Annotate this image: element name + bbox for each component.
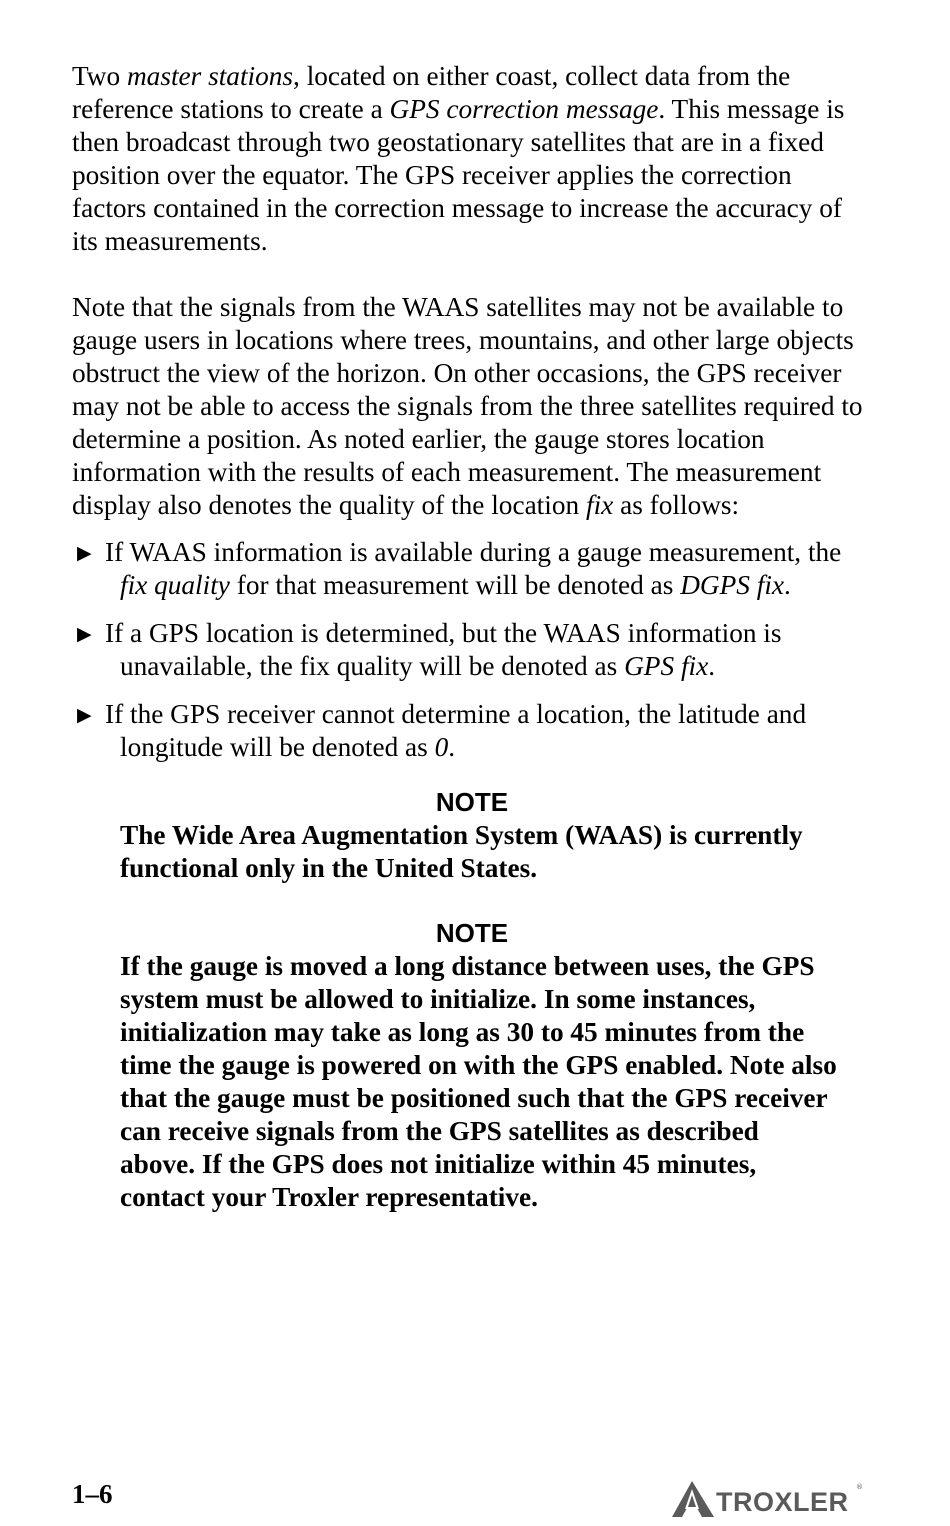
troxler-logo (672, 1477, 866, 1521)
list-item-no-location: ▶ If the GPS receiver cannot determine a location, the latitude and longitude will be denoted as 0. (77, 699, 807, 762)
note-body: The Wide Area Augmentation System (WAAS) is currently functional only in the United States. (120, 820, 803, 883)
logo-wordmark: TROXLER (716, 1487, 849, 1517)
paragraph-waas-signals: Note that the signals from the WAAS satellites may not be available to gauge users in locations where trees, mountains, and other large objects obstruct the view of the horizon. On other occasions, the GPS receiver may not be able to access the signals from the three satellites required to determine a position. As noted earlier, the gauge stores location information with the results of each measurement. The measurement display also denotes the quality of the location fix as follows: (72, 292, 863, 520)
note-heading: NOTE (435, 787, 509, 817)
page-content (72, 60, 872, 1214)
list-item-gps-fix: ▶ If a GPS location is determined, but the WAAS information is unavailable, the fix quality will be denoted as GPS fix. (77, 618, 782, 681)
troxler-triangle-icon (672, 1479, 716, 1519)
note-waas-availability (120, 786, 872, 885)
term-fix: fix (585, 490, 614, 520)
fix-quality-list (72, 536, 872, 764)
term-master-stations: master stations (126, 61, 294, 91)
list-item-dgps-fix: ▶ If WAAS information is available during a gauge measurement, the fix quality for that measurement will be denoted as DGPS fix. (77, 537, 842, 600)
triangle-bullet-icon: ▶ (77, 623, 92, 645)
page-number: 1–6 (72, 1479, 113, 1509)
note-heading: NOTE (435, 918, 509, 948)
note-gps-initialization (120, 917, 872, 1214)
registered-mark: ® (856, 1483, 863, 1491)
term-gps-correction-message: GPS correction message (389, 94, 659, 124)
note-body: If the gauge is moved a long distance between uses, the GPS system must be allowed to initialize. In some instances, initialization may take as long as 30 to 45 minutes from the time the gauge is powered on with the GPS enabled. Note also that the gauge must be positioned such that the GPS receiver can receive signals from the GPS satellites as described above. If the GPS does not initialize within 45 minutes, contact your Troxler representative. (120, 951, 837, 1212)
paragraph-master-stations: Two master stations, located on either coast, collect data from the reference stations to create a GPS correction message. This message is then broadcast through two geostationary satellites that are in a fixed position over the equator. The GPS receiver applies the correction factors contained in the correction message to increase the accuracy of its measurements. (72, 61, 845, 256)
triangle-bullet-icon: ▶ (77, 704, 92, 726)
triangle-bullet-icon: ▶ (77, 542, 92, 564)
